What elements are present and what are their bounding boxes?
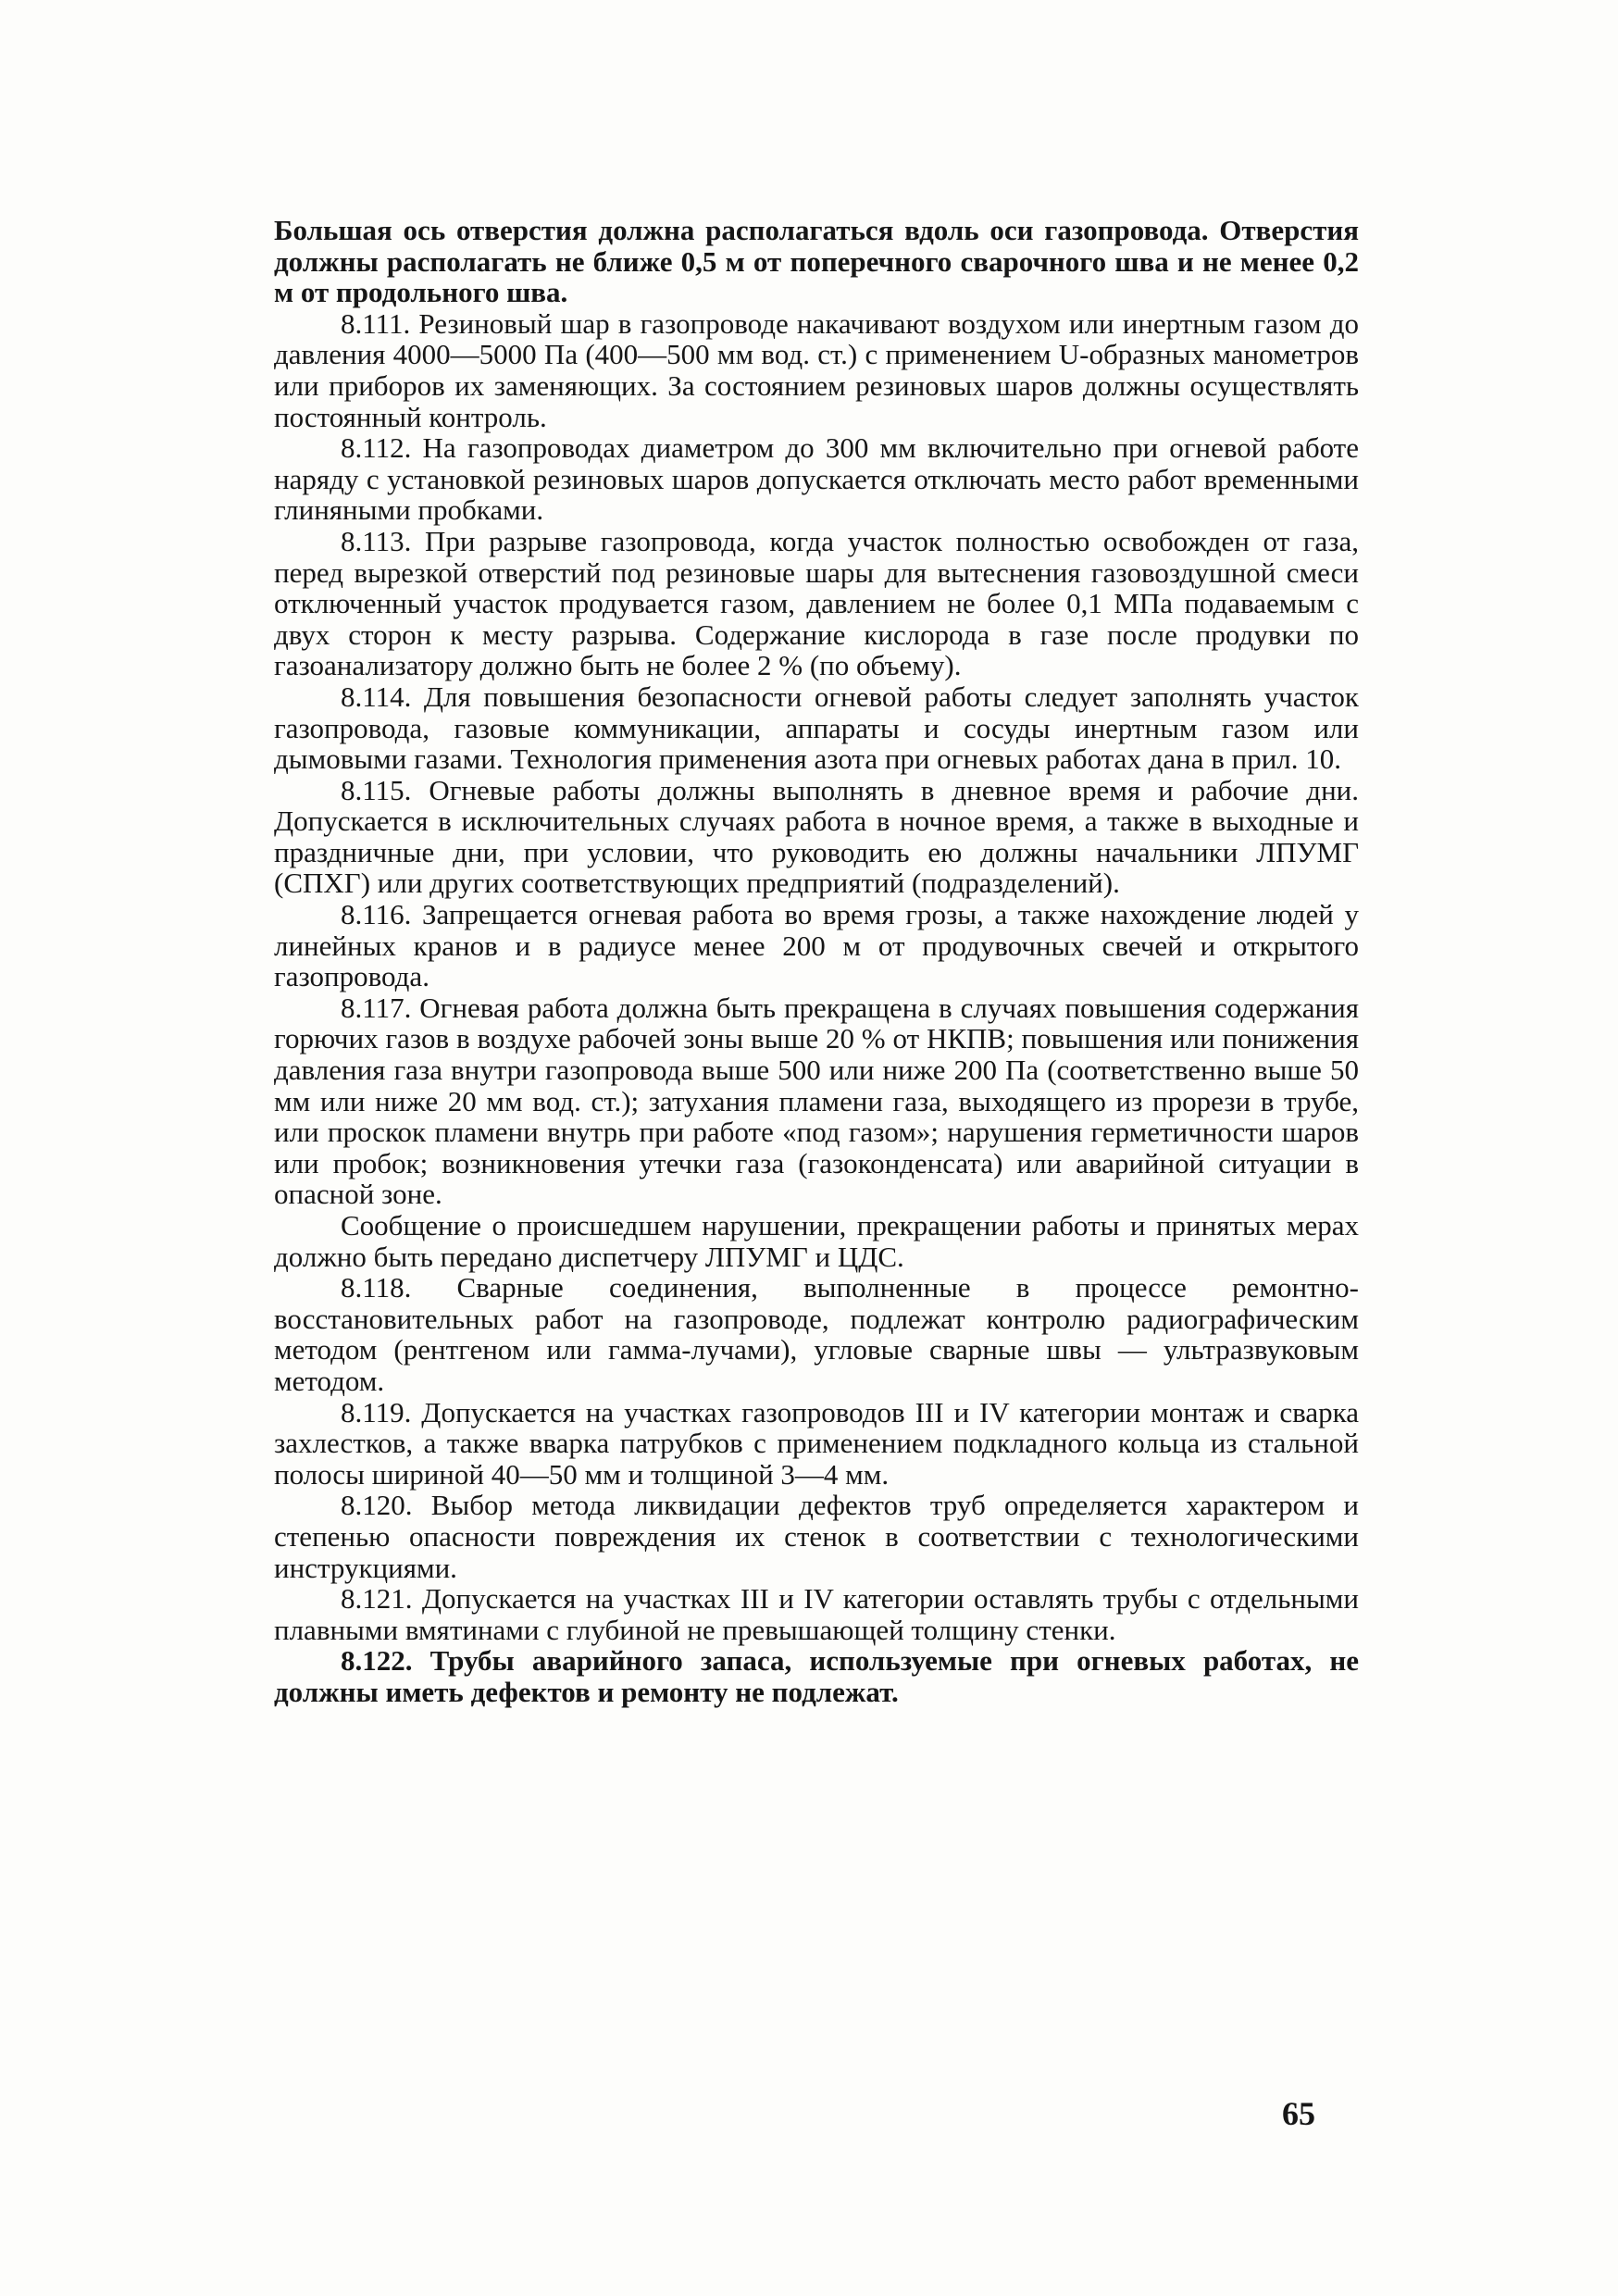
paragraph-continuation: Большая ось отверстия должна располагаться вдоль оси газопровода. Отверстия должны располагать не ближе 0,5 м от поперечного сварочного шва и не менее 0,2 м от продольного шва. bbox=[274, 214, 1359, 309]
paragraph-8-115: 8.115. Огневые работы должны выполнять в дневное время и рабочие дни. Допускается в исключительных случаях работа в ночное время, а также в выходные и праздничные дни, при условии, что руководить ею должны начальники ЛПУМГ (СПХГ) или других соответствующих предприятий (подразделений). bbox=[274, 773, 1359, 900]
paragraph-8-112: 8.112. На газопроводах диаметром до 300 мм включительно при огневой работе наряду с установкой резиновых шаров допускается отключать место работ временными глиняными пробками. bbox=[274, 431, 1359, 527]
paragraph-8-119: 8.119. Допускается на участках газопроводов III и IV категории монтаж и сварка захлестков, а также вварка патрубков с применением подкладного кольца из стальной полосы шириной 40—50 мм и толщиной 3—4 мм. bbox=[274, 1395, 1359, 1491]
paragraph-8-118: 8.118. Сварные соединения, выполненные в процессе ремонтно-восстановительных работ на газопроводе, подлежат контролю радиографическим методом (рентгеном или гамма-лучами), угловые сварные швы — ультразвуковым методом. bbox=[274, 1271, 1359, 1397]
paragraph-8-120: 8.120. Выбор метода ликвидации дефектов труб определяется характером и степенью опасности повреждения их стенок в соответствии с технологическими инструкциями. bbox=[274, 1489, 1359, 1584]
paragraph-8-121: 8.121. Допускается на участках III и IV категории оставлять трубы с отдельными плавными вмятинами с глубиной не превышающей толщину стенки. bbox=[274, 1582, 1359, 1646]
body-text bbox=[274, 215, 1359, 1708]
paragraph-8-111: 8.111. Резиновый шар в газопроводе накачивают воздухом или инертным газом до давления 4000—5000 Па (400—500 мм вод. ст.) с применением U-образных манометров или приборов их заменяющих. За состоянием резиновых шаров должны осуществлять постоянный контроль. bbox=[274, 306, 1359, 433]
paragraph-8-117: 8.117. Огневая работа должна быть прекращена в случаях повышения содержания горючих газов в воздухе рабочей зоны выше 20 % от НКПВ; повышения или понижения давления газа внутри газопровода выше 500 или ниже 200 Па (соответственно выше 50 мм или ниже 20 мм вод. ст.); затухания пламени газа, выходящего из прорези в трубе, или проскок пламени внутрь при работе «под газом»; нарушения герметичности шаров или пробок; возникновения утечки газа (газоконденсата) или аварийной ситуации в опасной зоне. bbox=[274, 991, 1359, 1211]
paragraph-message: Сообщение о происшедшем нарушении, прекращении работы и принятых мерах должно быть передано диспетчеру ЛПУМГ и ЦДС. bbox=[274, 1209, 1359, 1273]
paragraph-8-116: 8.116. Запрещается огневая работа во время грозы, а также нахождение людей у линейных кранов и в радиусе менее 200 м от продувочных свечей и открытого газопровода. bbox=[274, 898, 1359, 993]
paragraph-8-114: 8.114. Для повышения безопасности огневой работы следует заполнять участок газопровода, газовые коммуникации, аппараты и сосуды инертным газом или дымовыми газами. Технология применения азота при огневых работах дана в прил. 10. bbox=[274, 680, 1359, 776]
paragraph-8-122: 8.122. Трубы аварийного запаса, используемые при огневых работах, не должны иметь дефектов и ремонту не подлежат. bbox=[274, 1644, 1359, 1708]
paragraph-8-113: 8.113. При разрыве газопровода, когда участок полностью освобожден от газа, перед вырезкой отверстий под резиновые шары для вытеснения газовоздушной смеси отключенный участок продувается газом, давлением не более 0,1 МПа подаваемым с двух сторон к месту разрыва. Содержание кислорода в газе после продувки по газоанализатору должно быть не более 2 % (по объему). bbox=[274, 524, 1359, 682]
page-number: 65 bbox=[1282, 2095, 1315, 2132]
